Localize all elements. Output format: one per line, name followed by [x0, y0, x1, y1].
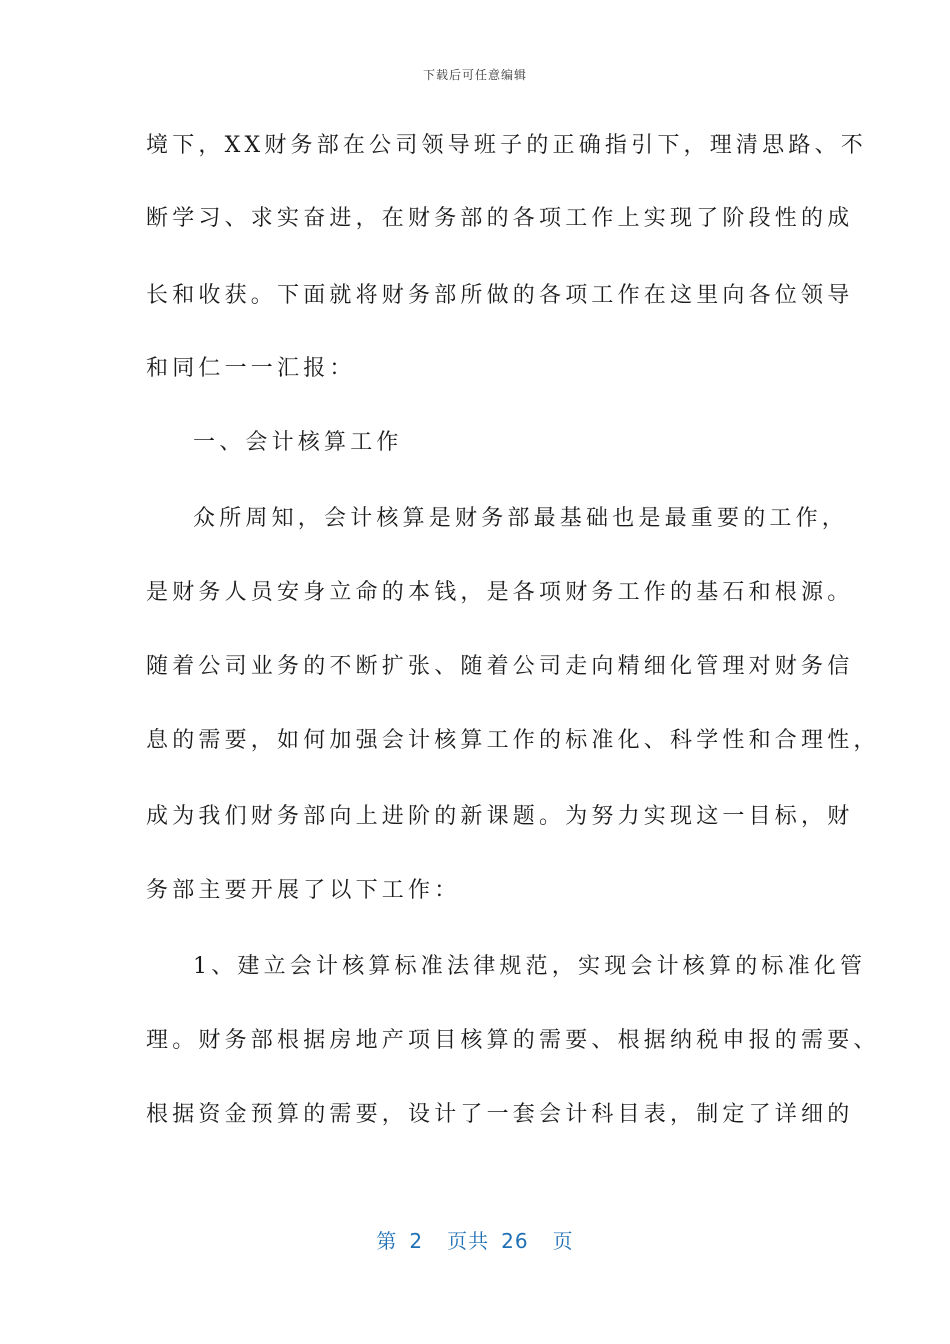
body-line: 息的需要，如何加强会计核算工作的标准化、科学性和合理性， — [146, 728, 880, 753]
page-number-footer — [0, 1225, 950, 1254]
page-suffix: 页 — [552, 1229, 574, 1253]
download-note: 下载后可任意编辑 — [422, 68, 527, 82]
body-line: 众所周知，会计核算是财务部最基础也是最重要的工作， — [193, 506, 849, 531]
body-line: 和同仁一一汇报： — [146, 356, 356, 381]
page-prefix: 第 — [376, 1229, 398, 1253]
body-line: 境下，XX财务部在公司领导班子的正确指引下，理清思路、不 — [146, 133, 867, 158]
body-line: 理。财务部根据房地产项目核算的需要、根据纳税申报的需要、 — [146, 1028, 880, 1053]
body-line: 随着公司业务的不断扩张、随着公司走向精细化管理对财务信 — [146, 654, 854, 679]
page-middle: 页共 — [447, 1229, 490, 1253]
page-current: 2 — [409, 1229, 424, 1253]
body-line: 根据资金预算的需要，设计了一套会计科目表，制定了详细的 — [146, 1102, 854, 1127]
section-heading: 一、会计核算工作 — [193, 430, 403, 455]
body-line: 是财务人员安身立命的本钱，是各项财务工作的基石和根源。 — [146, 580, 854, 605]
body-line: 成为我们财务部向上进阶的新课题。为努力实现这一目标，财 — [146, 804, 854, 829]
body-line: 1、建立会计核算标准法律规范，实现会计核算的标准化管 — [193, 954, 867, 979]
page-total: 26 — [501, 1229, 529, 1253]
body-line: 务部主要开展了以下工作： — [146, 878, 461, 903]
body-line: 断学习、求实奋进，在财务部的各项工作上实现了阶段性的成 — [146, 206, 854, 231]
body-line: 长和收获。下面就将财务部所做的各项工作在这里向各位领导 — [146, 283, 854, 308]
